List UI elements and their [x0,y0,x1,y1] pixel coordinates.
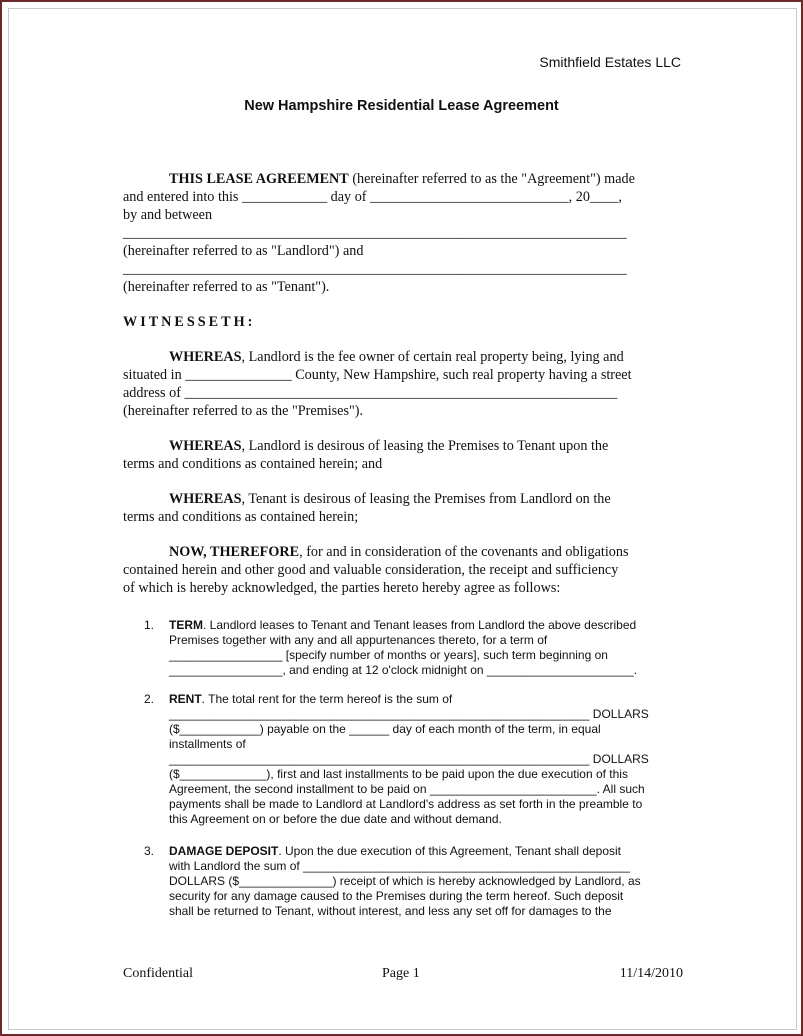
rent-line-5: _______________________________________________________________ DOLLARS [169,752,649,766]
rent-line-2: _______________________________________________________________ DOLLARS [169,707,649,721]
whereas-1-line-3: address of _____________________________________________________________ [123,385,618,401]
term-line-4: _________________, and ending at 12 o'clock midnight on ______________________. [169,663,638,677]
footer-date: 11/14/2010 [619,966,683,981]
intro-line-3: by and between [123,207,213,223]
term-line-1 [169,618,684,633]
whereas-3-line-2: terms and conditions as contained herein; [123,509,359,525]
rent-line-8: payments shall be made to Landlord at Landlord's address as set forth in the preamble to [169,797,643,811]
lease-body [123,170,683,597]
section-number: 2. [144,692,155,706]
now-therefore-text: , for and in consideration of the covenants and obligations [299,544,629,560]
now-therefore-line-1 [123,543,683,561]
document-title: New Hampshire Residential Lease Agreement [244,98,559,114]
whereas-1-bold: WHEREAS [169,349,242,365]
landlord-blank: _______________________________________________________________________ [123,225,627,241]
intro-lead-rest: (hereinafter referred to as the "Agreement") made [348,171,635,187]
whereas-2-line-1 [123,437,683,455]
intro-lead-bold: THIS LEASE AGREEMENT [169,171,349,187]
page-footer [123,966,683,986]
rent-line-9: this Agreement on or before the due date and without demand. [169,812,502,826]
intro-line-1 [123,170,683,188]
now-therefore-line-3: of which is hereby acknowledged, the parties hereto hereby agree as follows: [123,580,561,596]
numbered-sections [144,618,684,919]
term-line-3: _________________ [specify number of months or years], such term beginning on [169,648,608,662]
whereas-3-line-1 [123,490,683,508]
deposit-line-1 [169,844,684,859]
deposit-line-4: security for any damage caused to the Premises during the term hereof. Such deposit [169,889,624,903]
deposit-title: DAMAGE DEPOSIT [169,844,279,858]
spacer [123,331,683,348]
section-term [144,618,684,678]
section-damage-deposit [144,844,684,919]
spacer [123,526,683,543]
witnesseth-heading: WITNESSETH: [123,314,256,330]
tenant-label: (hereinafter referred to as "Tenant"). [123,279,330,295]
deposit-text: . Upon the due execution of this Agreement, Tenant shall deposit [278,844,622,858]
now-therefore-bold: NOW, THEREFORE [169,544,300,560]
whereas-3-bold: WHEREAS [169,491,242,507]
section-rent [144,692,684,827]
term-text: . Landlord leases to Tenant and Tenant leases from Landlord the above described [203,618,637,632]
whereas-1-text: , Landlord is the fee owner of certain real property being, lying and [241,349,624,365]
whereas-1-line-2: situated in _______________ County, New Hampshire, such real property having a street [123,367,632,383]
rent-line-3: ($____________) payable on the ______ day of each month of the term, in equal [169,722,601,736]
whereas-2-text: , Landlord is desirous of leasing the Premises to Tenant upon the [241,438,609,454]
whereas-2-line-2: terms and conditions as contained herein; and [123,456,383,472]
term-title: TERM [169,618,203,632]
rent-title: RENT [169,692,202,706]
footer-confidential: Confidential [123,966,193,981]
spacer [123,420,683,437]
term-line-2: Premises together with any and all appurtenances thereto, for a term of [169,633,548,647]
spacer [123,473,683,490]
whereas-3-text: , Tenant is desirous of leasing the Premises from Landlord on the [241,491,611,507]
rent-line-4: installments of [169,737,246,751]
whereas-1-line-4: (hereinafter referred to as the "Premises"). [123,403,364,419]
spacer [144,827,684,844]
whereas-2-bold: WHEREAS [169,438,242,454]
now-therefore-line-2: contained herein and other good and valuable consideration, the receipt and sufficiency [123,562,619,578]
intro-line-2: and entered into this ____________ day of ____________________________, 20____, [123,189,622,205]
deposit-line-5: shall be returned to Tenant, without interest, and less any set off for damages to the [169,904,612,918]
section-number: 1. [144,618,155,632]
footer-page-number: Page 1 [382,966,420,981]
rent-line-7: Agreement, the second installment to be paid on _________________________. All such [169,782,645,796]
rent-line-1 [169,692,684,707]
spacer [123,296,683,313]
deposit-line-3: DOLLARS ($______________) receipt of which is hereby acknowledged by Landlord, as [169,874,641,888]
section-number: 3. [144,844,155,858]
rent-text: . The total rent for the term hereof is the sum of [201,692,453,706]
landlord-label: (hereinafter referred to as "Landlord") and [123,243,364,259]
tenant-blank: _______________________________________________________________________ [123,261,627,277]
company-name: Smithfield Estates LLC [539,54,681,70]
deposit-line-2: with Landlord the sum of _________________________________________________ [169,859,631,873]
rent-line-6: ($_____________), first and last installments to be paid upon the due execution of this [169,767,628,781]
spacer [144,678,684,692]
whereas-1-line-1 [123,348,683,366]
